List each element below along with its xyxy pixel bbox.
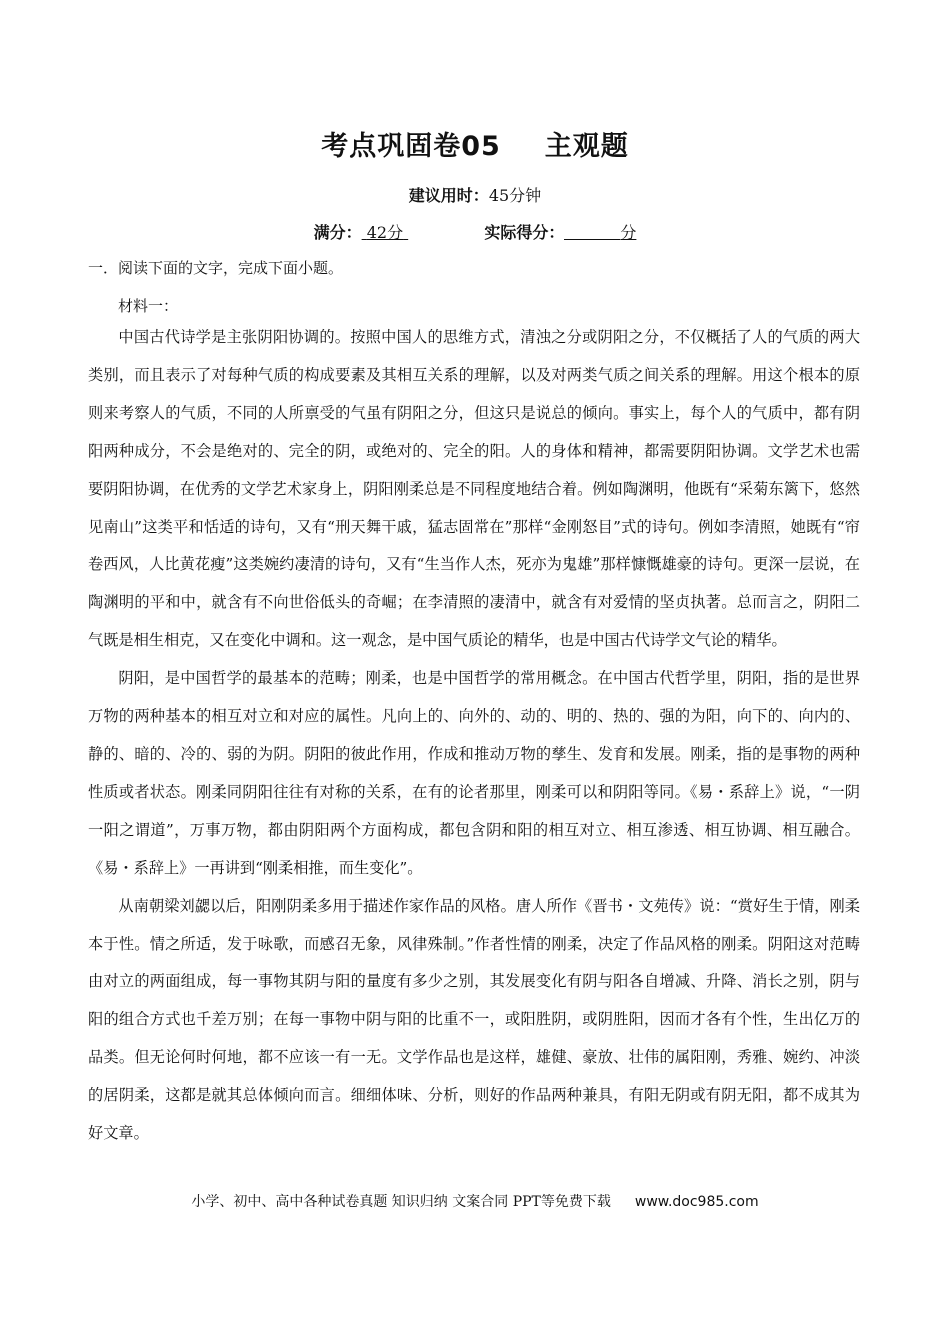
title-main: 考点巩固卷05 [321, 131, 501, 162]
suggested-time [0, 183, 950, 206]
actual-score-blank[interactable] [564, 225, 620, 240]
page-footer [0, 1191, 950, 1211]
question-instruction: 一．阅读下面的文字，完成下面小题。 [88, 259, 344, 277]
paragraph-3: 从南朝梁刘勰以后，阳刚阴柔多用于描述作家作品的风格。唐人所作《晋书・文苑传》说：“赏好生于情，刚柔本于性。情之所适，发于咏歌，而感召无象，风律殊制。”作者性情的刚柔，决定了作品风格的刚柔。阴阳这对范畴由对立的两面组成，每一事物其阴与阳的量度有多少之别，其发展变化有阴与阳各自增减、升降、消长之别，阴与阳的组合方式也千差万别；在每一事物中阴与阳的比重不一，或阳胜阴，或阴胜阳，因而才各有个性，生出亿万的品类。但无论何时何地，都不应该一有一无。文学作品也是这样，雄健、豪放、壮伟的属阳刚，秀雅、婉约、冲淡的居阴柔，这都是就其总体倾向而言。细细体味、分析，则好的作品两种兼具，有阳无阴或有阴无阳，都不成其为好文章。 [88, 896, 860, 1143]
time-value: 45分钟 [488, 186, 542, 205]
time-label: 建议用时： [408, 186, 489, 205]
actual-score-unit: 分 [620, 223, 637, 242]
page-title [0, 124, 950, 163]
paragraph-2: 阴阳，是中国哲学的最基本的范畴；刚柔，也是中国哲学的常用概念。在中国古代哲学里，阴阳，指的是世界万物的两种基本的相互对立和对应的属性。凡向上的、向外的、动的、明的、热的、强的为阳，向下的、向内的、静的、暗的、冷的、弱的为阴。阴阳的彼此作用，作成和推动万物的孳生、发育和发展。刚柔，指的是事物的两种性质或者状态。刚柔同阴阳往往有对称的关系，在有的论者那里，刚柔可以和阴阳等同。《易・系辞上》说，“一阴一阳之谓道”，万事万物，都由阴阳两个方面构成，都包含阴和阳的相互对立、相互渗透、相互协调、相互融合。《易・系辞上》一再讲到“刚柔相推，而生变化”。 [88, 669, 860, 877]
score-line [0, 220, 950, 243]
full-score-value: 42分 [366, 223, 404, 242]
paragraph-1: 中国古代诗学是主张阴阳协调的。按照中国人的思维方式，清浊之分或阴阳之分，不仅概括了人的气质的两大类别，而且表示了对每种气质的构成要素及其相互关系的理解，以及对两类气质之间关系的理解。用这个根本的原则来考察人的气质，不同的人所禀受的气虽有阴阳之分，但这只是说总的倾向。事实上，每个人的气质中，都有阴阳两种成分，不会是绝对的、完全的阴，或绝对的、完全的阳。人的身体和精神，都需要阴阳协调。文学艺术也需要阴阳协调，在优秀的文学艺术家身上，阴阳刚柔总是不同程度地结合着。例如陶渊明，他既有“采菊东篱下，悠然见南山”这类平和恬适的诗句，又有“刑天舞干戚，猛志固常在”那样“金刚怒目”式的诗句。例如李清照，她既有“帘卷西风，人比黄花瘦”这类婉约凄清的诗句，又有“生当作人杰，死亦为鬼雄”那样慷慨雄豪的诗句。更深一层说，在陶渊明的平和中，就含有不向世俗低头的奇崛；在李清照的凄清中，就含有对爱情的坚贞执著。总而言之，阴阳二气既是相生相克，又在变化中调和。这一观念，是中国气质论的精华，也是中国古代诗学文气论的精华。 [88, 328, 860, 650]
footer-text: 小学、初中、高中各种试卷真题 知识归纳 文案合同 PPT等免费下载 [191, 1194, 611, 1210]
material-label: 材料一： [118, 297, 179, 315]
actual-score-label: 实际得分： [484, 223, 565, 242]
footer-site-link[interactable]: www.doc985.com [634, 1194, 759, 1210]
full-score-label: 满分： [313, 223, 362, 242]
title-sub: 主观题 [544, 131, 629, 162]
passage-body [88, 319, 860, 1153]
